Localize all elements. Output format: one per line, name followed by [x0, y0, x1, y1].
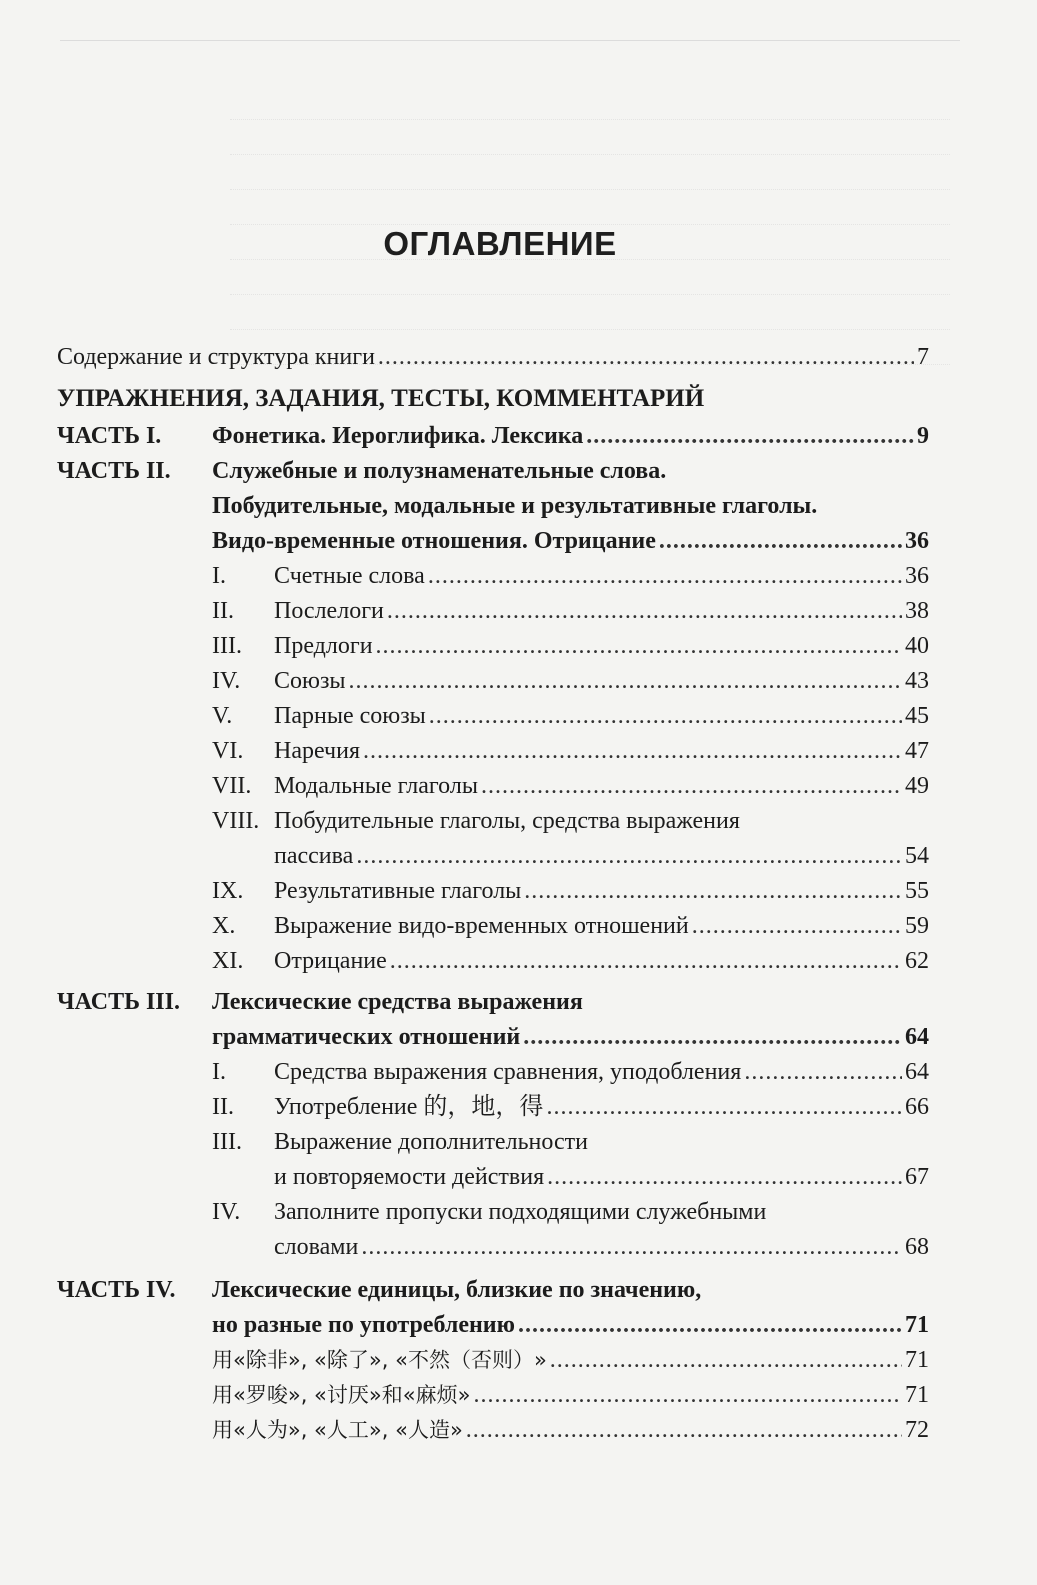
part-number: ЧАСТЬ III.	[57, 989, 180, 1015]
subentry-number: IV.	[212, 668, 241, 694]
part-title-line1: Служебные и полузнаменательные слова.	[212, 458, 667, 484]
dot-leader	[547, 1160, 902, 1195]
dot-leader	[429, 699, 902, 734]
toc-subentry[interactable]	[57, 1125, 929, 1195]
dot-leader	[744, 1055, 902, 1090]
toc-subentry[interactable]	[57, 874, 929, 909]
toc-subentry[interactable]	[57, 594, 929, 629]
toc-page-number: 71	[905, 1347, 929, 1373]
toc-page-number: 36	[905, 563, 929, 589]
subentry-label: 用«罗唆», «讨厌»和«麻烦»	[212, 1383, 471, 1407]
toc-page-number: 55	[905, 878, 929, 904]
dot-leader	[378, 340, 914, 375]
table-of-contents	[57, 340, 929, 1448]
dot-leader	[692, 909, 902, 944]
part-title-line1: Лексические единицы, близкие по значению,	[212, 1277, 702, 1303]
toc-subentry[interactable]	[57, 1195, 929, 1265]
subentry-number: VIII.	[212, 808, 260, 834]
subentry-label: Выражение дополнительности	[274, 1129, 588, 1155]
dot-leader	[349, 664, 902, 699]
toc-page-number: 68	[905, 1234, 929, 1260]
toc-page-number: 47	[905, 738, 929, 764]
toc-subentry[interactable]	[57, 1378, 929, 1413]
part-number: ЧАСТЬ II.	[57, 458, 171, 484]
subentry-label: Союзы	[274, 668, 346, 694]
toc-part-4[interactable]	[57, 1273, 929, 1343]
toc-subentry[interactable]	[57, 1413, 929, 1448]
dot-leader	[361, 1230, 902, 1265]
toc-page-number: 36	[905, 528, 929, 554]
dot-leader	[524, 874, 902, 909]
dot-leader	[428, 559, 902, 594]
subentry-number: V.	[212, 703, 233, 729]
toc-page-number: 49	[905, 773, 929, 799]
subentry-label: Средства выражения сравнения, уподобления	[274, 1059, 742, 1085]
toc-subentry[interactable]	[57, 944, 929, 979]
toc-part-2[interactable]	[57, 454, 929, 559]
subentry-label-cont: пассива	[274, 843, 354, 869]
toc-page-number: 59	[905, 913, 929, 939]
subentry-label: Послелоги	[274, 598, 384, 624]
subentry-label: Предлоги	[274, 633, 373, 659]
subentry-label: Наречия	[274, 738, 360, 764]
toc-page-number: 40	[905, 633, 929, 659]
toc-subentry[interactable]	[57, 804, 929, 874]
toc-subentry[interactable]	[57, 1343, 929, 1378]
dot-leader	[390, 944, 902, 979]
subentry-number: IX.	[212, 878, 244, 904]
toc-subentry[interactable]	[57, 699, 929, 734]
subentry-number: IV.	[212, 1199, 241, 1225]
subentry-label: Выражение видо-временных отношений	[274, 913, 689, 939]
subentry-label: Побудительные глаголы, средства выражения	[274, 808, 740, 834]
dot-leader	[523, 1020, 902, 1055]
subentry-label-cont: и повторяемости действия	[274, 1164, 545, 1190]
subentry-number: VII.	[212, 773, 252, 799]
dot-leader	[363, 734, 902, 769]
part-number: ЧАСТЬ I.	[57, 423, 162, 449]
part-title-line2: Побудительные, модальные и результативные глаголы.	[212, 493, 818, 519]
dot-leader	[466, 1413, 902, 1448]
dot-leader	[376, 629, 902, 664]
toc-entry-intro[interactable]	[57, 340, 929, 375]
subentry-number: III.	[212, 633, 242, 659]
toc-subentry[interactable]	[57, 909, 929, 944]
subentry-number: I.	[212, 563, 226, 589]
dot-leader	[659, 524, 902, 559]
toc-page-number: 7	[917, 344, 929, 370]
subentry-label-cont: словами	[274, 1234, 359, 1260]
subentry-label: Парные союзы	[274, 703, 426, 729]
toc-entry-label: Содержание и структура книги	[57, 344, 375, 370]
part-title-line1: Лексические средства выражения	[212, 989, 583, 1015]
subentry-number: II.	[212, 1094, 234, 1120]
section-heading: УПРАЖНЕНИЯ, ЗАДАНИЯ, ТЕСТЫ, КОММЕНТАРИЙ	[57, 385, 705, 412]
header-rule	[60, 40, 960, 41]
dot-leader	[586, 419, 914, 454]
toc-subentry[interactable]	[57, 559, 929, 594]
subentry-label: Результативные глаголы	[274, 878, 522, 904]
toc-page-number: 71	[905, 1312, 929, 1338]
toc-part-3[interactable]	[57, 985, 929, 1055]
toc-subentry[interactable]	[57, 629, 929, 664]
toc-subentry[interactable]	[57, 664, 929, 699]
toc-subentry[interactable]	[57, 1090, 929, 1125]
toc-page-number: 71	[905, 1382, 929, 1408]
part-title-line2: но разные по употреблению	[212, 1312, 515, 1338]
subentry-number: II.	[212, 598, 234, 624]
toc-page-number: 38	[905, 598, 929, 624]
subentry-label: 用«人为», «人工», «人造»	[212, 1418, 463, 1442]
toc-page-number: 64	[905, 1059, 929, 1085]
toc-page-number: 54	[905, 843, 929, 869]
toc-page-number: 9	[917, 423, 929, 449]
toc-part-1[interactable]	[57, 419, 929, 454]
subentry-number: I.	[212, 1059, 226, 1085]
dot-leader	[356, 839, 902, 874]
subentry-number: X.	[212, 913, 236, 939]
part-title-line3: Видо-временные отношения. Отрицание	[212, 528, 656, 554]
toc-page-number: 64	[905, 1024, 929, 1050]
subentry-label: Отрицание	[274, 948, 387, 974]
toc-page-number: 45	[905, 703, 929, 729]
dot-leader	[481, 769, 902, 804]
part-title: Фонетика. Иероглифика. Лексика	[212, 423, 584, 449]
toc-page-number: 67	[905, 1164, 929, 1190]
subentry-number: XI.	[212, 948, 244, 974]
part-title-line2: грамматических отношений	[212, 1024, 521, 1050]
subentry-label: Модальные глаголы	[274, 773, 478, 799]
toc-page-number: 66	[905, 1094, 929, 1120]
dot-leader	[550, 1343, 902, 1378]
subentry-number: III.	[212, 1129, 242, 1155]
dot-leader	[518, 1308, 902, 1343]
dot-leader	[473, 1378, 902, 1413]
subentry-number: VI.	[212, 738, 244, 764]
toc-page-number: 62	[905, 948, 929, 974]
subentry-label: Заполните пропуски подходящими служебными	[274, 1199, 767, 1225]
page-title: ОГЛАВЛЕНИЕ	[383, 225, 617, 262]
toc-subentry[interactable]	[57, 1055, 929, 1090]
dot-leader	[387, 594, 902, 629]
part-number: ЧАСТЬ IV.	[57, 1277, 176, 1303]
subentry-label: 用«除非», «除了», «不然（否则）»	[212, 1348, 547, 1372]
subentry-label: Употребление 的，地，得	[274, 1094, 544, 1120]
toc-page-number: 72	[905, 1417, 929, 1443]
toc-page-number: 43	[905, 668, 929, 694]
dot-leader	[546, 1090, 902, 1125]
subentry-label: Счетные слова	[274, 563, 425, 589]
toc-subentry[interactable]	[57, 734, 929, 769]
toc-subentry[interactable]	[57, 769, 929, 804]
